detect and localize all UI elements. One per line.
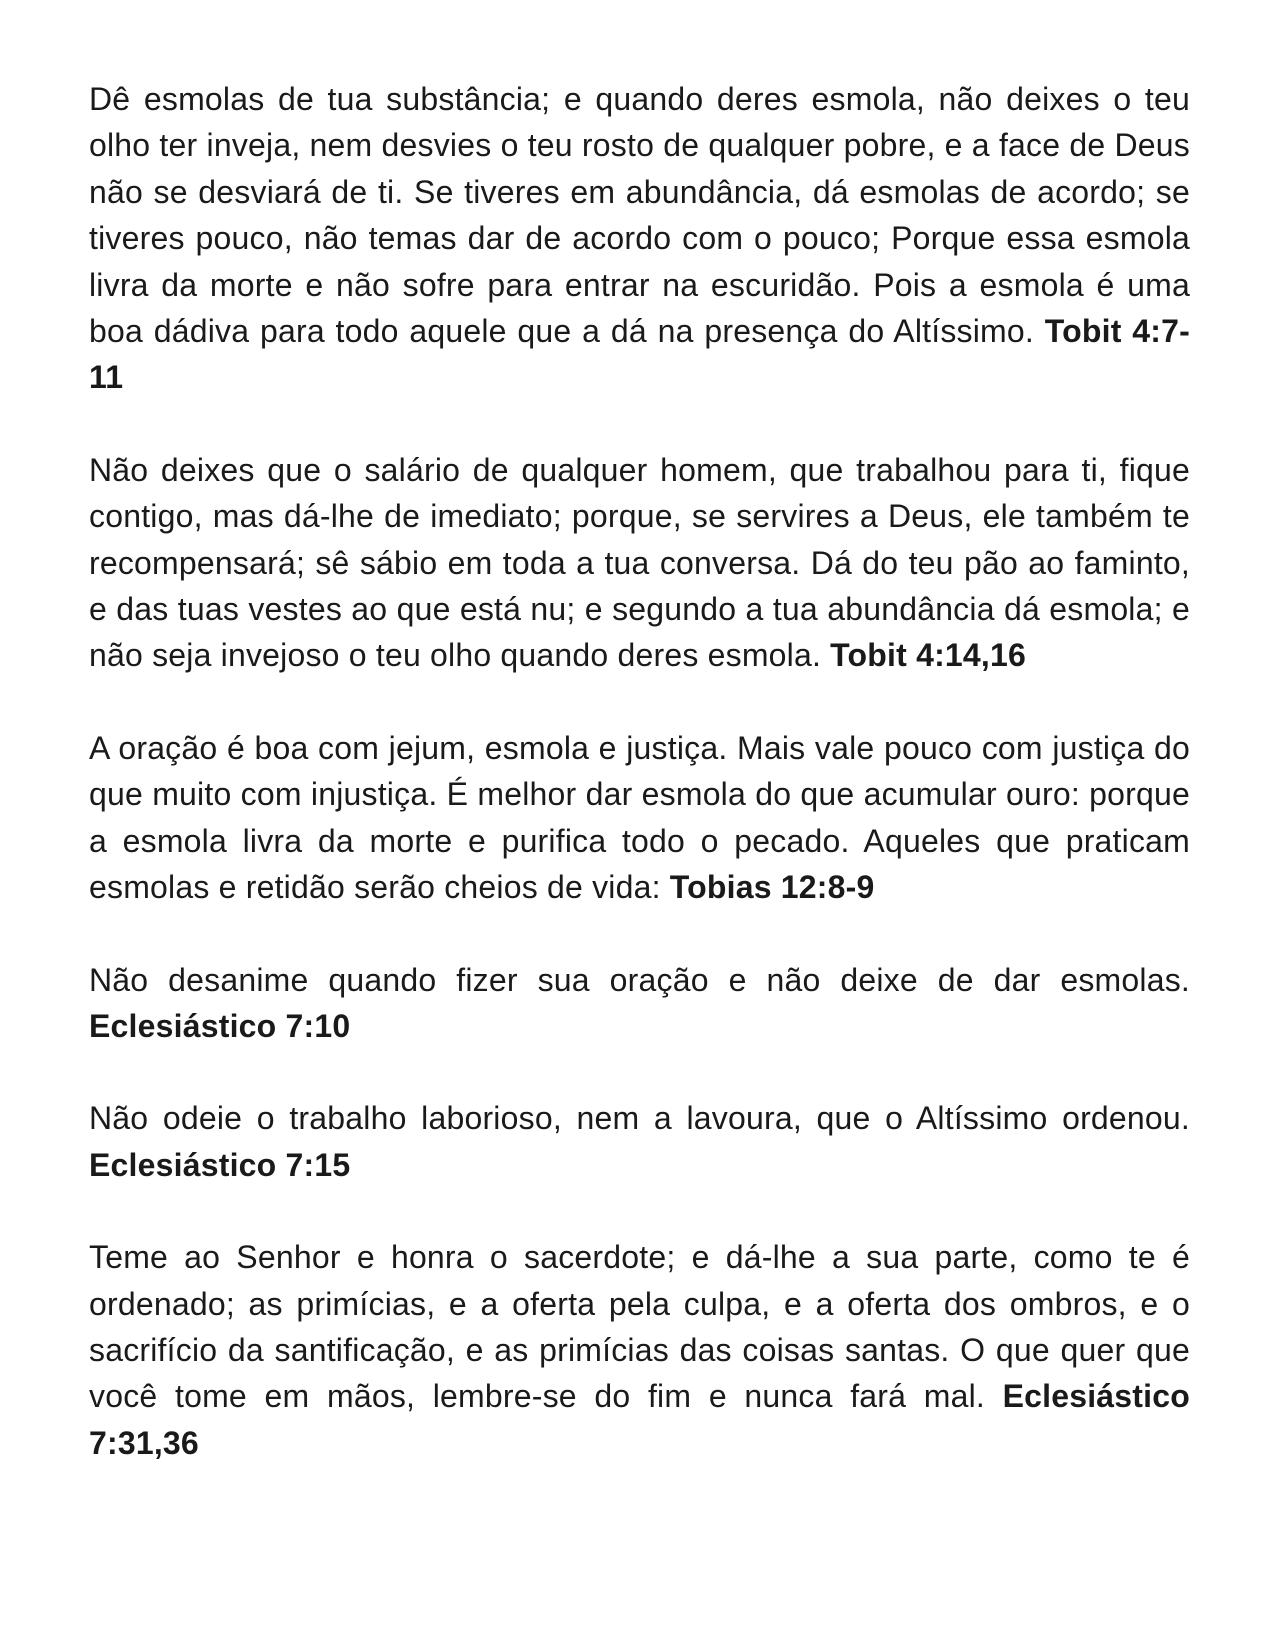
passage-paragraph-2: [89, 447, 1190, 679]
passage-text: Dê esmolas de tua substância; e quando deres esmola, não deixes o teu olho ter inveja, nem desvies o teu rosto de qualquer pobre, e a face de Deus não se desviará de ti. Se tiveres em abundância, dá esmolas de acordo; se tiveres pouco, não temas dar de acordo com o pouco; Porque essa esmola livra da morte e não sofre para entrar na escuridão. Pois a esmola é uma boa dádiva para todo aquele que a dá na presença do Altíssimo.: [89, 81, 1190, 350]
passage-reference: Eclesiástico 7:31,36: [89, 1378, 1190, 1461]
passage-reference: Tobit 4:14,16: [830, 637, 1027, 674]
passage-paragraph-1: [89, 76, 1190, 401]
passage-paragraph-3: [89, 725, 1190, 911]
passage-text: Não deixes que o salário de qualquer homem, que trabalhou para ti, fique contigo, mas dá-lhe de imediato; porque, se servires a Deus, ele também te recompensará; sê sábio em toda a tua conversa. Dá do teu pão ao faminto, e das tuas vestes ao que está nu; e segundo a tua abundância dá esmola; e não seja invejoso o teu olho quando deres esmola.: [89, 451, 1190, 674]
passage-paragraph-6: [89, 1234, 1190, 1466]
passage-text: Não odeie o trabalho laborioso, nem a lavoura, que o Altíssimo ordenou.: [89, 1100, 1190, 1137]
passage-reference: Tobit 4:7-11: [89, 313, 1190, 396]
passage-text: Não desanime quando fizer sua oração e não deixe de dar esmolas.: [89, 961, 1190, 998]
passage-text: A oração é boa com jejum, esmola e justiça. Mais vale pouco com justiça do que muito com injustiça. É melhor dar esmola do que acumular ouro: porque a esmola livra da morte e purifica todo o pecado. Aqueles que praticam esmolas e retidão serão cheios de vida:: [89, 729, 1190, 906]
passage-paragraph-5: [89, 1095, 1190, 1188]
passage-paragraph-4: [89, 957, 1190, 1050]
passage-text: Teme ao Senhor e honra o sacerdote; e dá-lhe a sua parte, como te é ordenado; as primícias, e a oferta pela culpa, e a oferta dos ombros, e o sacrifício da santificação, e as primícias das coisas santas. O que quer que você tome em mãos, lembre-se do fim e nunca fará mal.: [89, 1239, 1190, 1415]
passage-reference: Eclesiástico 7:15: [89, 1146, 351, 1183]
document-page: [89, 76, 1190, 1512]
passage-reference: Tobias 12:8-9: [669, 869, 875, 906]
passage-reference: Eclesiástico 7:10: [89, 1007, 351, 1044]
